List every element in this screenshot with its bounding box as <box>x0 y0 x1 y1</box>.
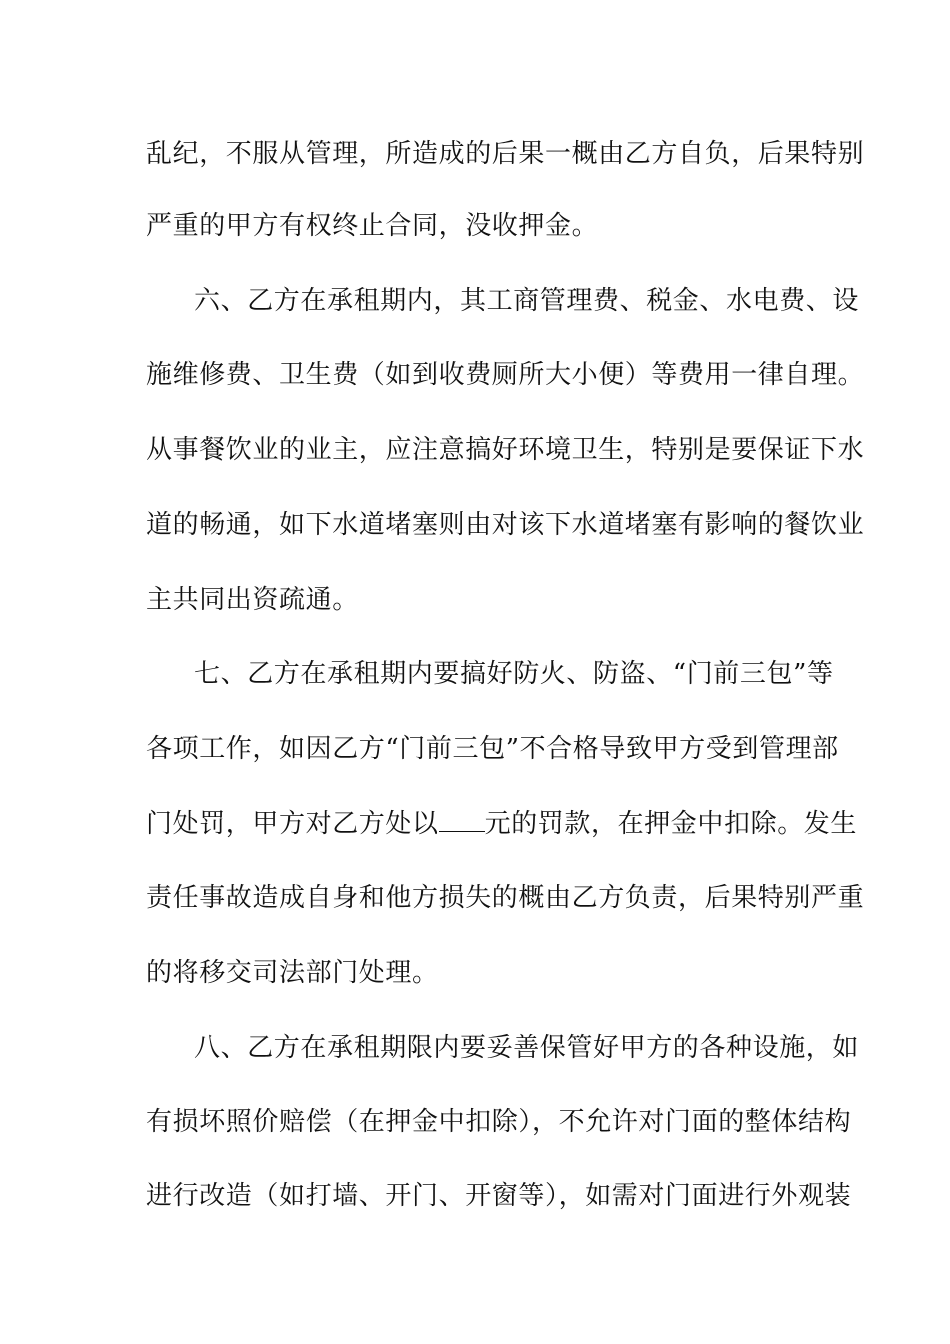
text-line: 主共同出资疏通。 <box>146 585 359 615</box>
text-line: 责任事故造成自身和他方损失的概由乙方负责，后果特别严重 <box>146 883 865 913</box>
text-line: 道的畅通，如下水道堵塞则由对该下水道堵塞有影响的餐饮业 <box>146 510 865 540</box>
text-line: 施维修费、卫生费（如到收费厕所大小便）等费用一律自理。 <box>146 360 865 390</box>
text-line: 各项工作，如因乙方“门前三包”不合格导致甲方受到管理部 <box>146 734 839 764</box>
text-line: 的将移交司法部门处理。 <box>146 958 439 988</box>
text-line: 从事餐饮业的业主，应注意搞好环境卫生，特别是要保证下水 <box>146 435 865 465</box>
text-line: 有损坏照价赔偿（在押金中扣除），不允许对门面的整体结构 <box>146 1107 852 1137</box>
paragraph-eight-start: 八、乙方在承租期限内要妥善保管好甲方的各种设施，如 <box>194 1033 860 1063</box>
paragraph-seven-start: 七、乙方在承租期内要搞好防火、防盗、“门前三包”等 <box>194 659 834 689</box>
text-line: 严重的甲方有权终止合同，没收押金。 <box>146 211 599 241</box>
text-line-with-blank <box>146 808 858 840</box>
paragraph-six-start: 六、乙方在承租期内，其工商管理费、税金、水电费、设 <box>194 286 860 316</box>
text-line: 进行改造（如打墙、开门、开窗等），如需对门面进行外观装 <box>146 1181 852 1211</box>
text-line: 乱纪，不服从管理，所造成的后果一概由乙方自负，后果特别 <box>146 139 865 169</box>
text-segment: 元的罚款，在押金中扣除。发生 <box>484 809 858 839</box>
fill-in-blank <box>439 809 485 832</box>
text-segment: 门处罚，甲方对乙方处以 <box>146 809 439 839</box>
